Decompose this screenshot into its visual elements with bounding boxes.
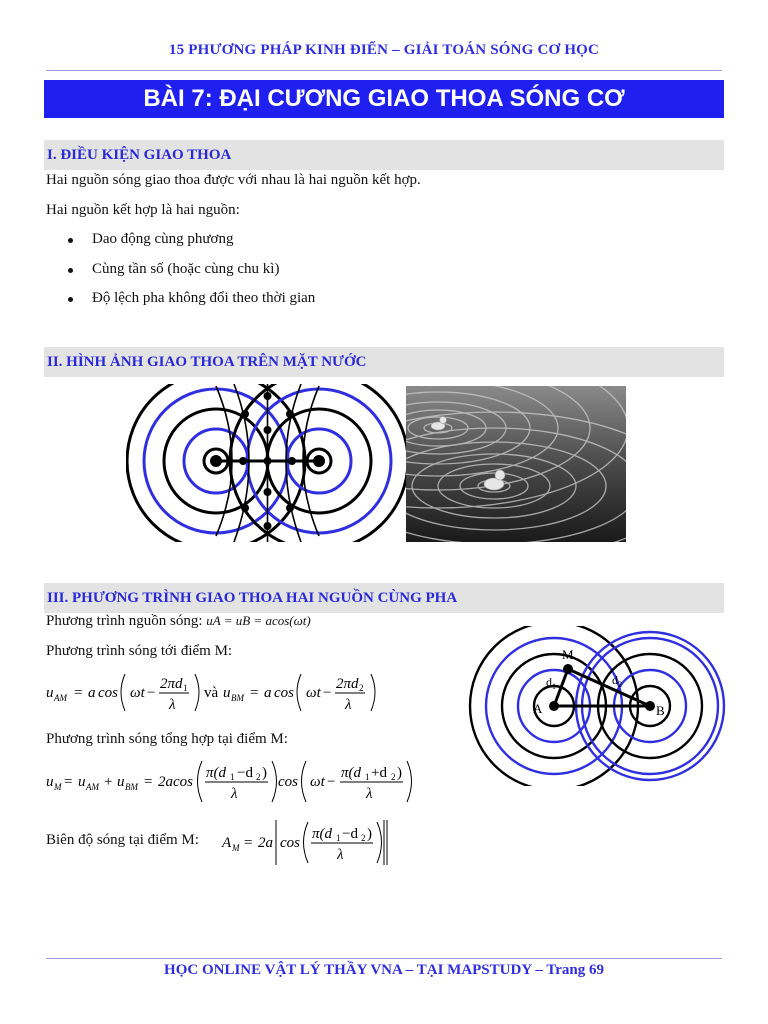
svg-text:−: −: [147, 685, 156, 701]
lesson-title: BÀI 7: ĐẠI CƯƠNG GIAO THOA SÓNG CƠ: [44, 80, 724, 118]
wave-equations-am-bm: [46, 666, 386, 718]
svg-text:λ: λ: [366, 786, 373, 802]
bullet-icon: [68, 268, 73, 273]
svg-text:2acos: 2acos: [158, 774, 193, 790]
svg-text:M: M: [232, 843, 240, 853]
svg-text:u: u: [223, 685, 231, 701]
svg-text:): ): [397, 765, 402, 781]
svg-text:π(d: π(d: [206, 765, 227, 781]
svg-text:AM: AM: [54, 693, 67, 703]
svg-text:−: −: [323, 685, 332, 701]
page-footer: HỌC ONLINE VẬT LÝ THẦY VNA – TẠI MAPSTUDY – Trang 69: [164, 962, 604, 978]
svg-text:λ: λ: [337, 847, 344, 863]
amplitude-label: Biên độ sóng tại điểm M:: [46, 832, 199, 848]
svg-text:1: 1: [230, 772, 235, 782]
svg-text:cos: cos: [278, 774, 298, 790]
svg-text:1: 1: [336, 833, 341, 843]
svg-text:): ): [262, 765, 267, 781]
svg-text:2πd: 2πd: [336, 676, 359, 692]
svg-text:M: M: [54, 782, 62, 792]
label-a: A: [533, 701, 543, 716]
svg-text:A: A: [222, 835, 232, 851]
svg-text:cos: cos: [280, 835, 300, 851]
svg-text:ωt: ωt: [306, 685, 321, 701]
svg-text:λ: λ: [231, 786, 238, 802]
svg-text:2a: 2a: [258, 835, 273, 851]
label-b: B: [656, 703, 665, 718]
running-header: 15 PHƯƠNG PHÁP KINH ĐIỂN – GIẢI TOÁN SÓNG CƠ HỌC: [168, 42, 600, 58]
svg-text:=: =: [74, 685, 83, 701]
svg-text:−d: −d: [237, 765, 253, 781]
svg-text:u: u: [117, 774, 125, 790]
svg-text:2: 2: [361, 833, 366, 843]
svg-text:và: và: [204, 685, 219, 701]
total-wave-label: Phương trình sóng tổng hợp tại điểm M:: [46, 731, 288, 747]
header-divider: [46, 70, 722, 71]
svg-text:λ: λ: [345, 697, 352, 713]
source-equation: uA = uB = acos(ωt): [206, 613, 311, 628]
label-d1: $d_1$: [546, 675, 556, 691]
amplitude-equation: [220, 816, 390, 868]
svg-text:π(d: π(d: [312, 826, 333, 842]
paragraph-coherent-sources: Hai nguồn sóng giao thoa được với nhau là hai nguồn kết hợp.: [46, 172, 421, 188]
svg-text:π(d: π(d: [341, 765, 362, 781]
total-wave-equation: [46, 755, 416, 807]
svg-text:+: +: [104, 774, 113, 790]
svg-text:u: u: [46, 685, 54, 701]
svg-text:−d: −d: [342, 826, 358, 842]
label-m: M: [562, 647, 574, 662]
bullet-icon: [68, 297, 73, 302]
svg-text:1: 1: [183, 683, 188, 693]
svg-text:BM: BM: [125, 782, 138, 792]
paragraph-coherent-definition: Hai nguồn kết hợp là hai nguồn:: [46, 202, 240, 218]
svg-text:ωt: ωt: [130, 685, 145, 701]
wave-at-m-label: Phương trình sóng tới điểm M:: [46, 643, 233, 659]
bullet-icon: [68, 238, 73, 243]
svg-text:cos: cos: [98, 685, 118, 701]
svg-text:a: a: [88, 685, 96, 701]
section-heading-conditions: I. ĐIỀU KIỆN GIAO THOA: [44, 140, 724, 170]
svg-text:cos: cos: [274, 685, 294, 701]
interference-circles-diagram: [126, 384, 414, 542]
svg-text:AM: AM: [86, 782, 99, 792]
svg-text:λ: λ: [169, 697, 176, 713]
footer-divider: [46, 958, 722, 959]
svg-text:=: =: [244, 835, 253, 851]
svg-text:ωt: ωt: [310, 774, 325, 790]
section-heading-interference-image: II. HÌNH ẢNH GIAO THOA TRÊN MẶT NƯỚC: [44, 347, 724, 377]
svg-text:2πd: 2πd: [160, 676, 183, 692]
svg-text:+d: +d: [371, 765, 387, 781]
svg-text:): ): [367, 826, 372, 842]
svg-text:2: 2: [359, 683, 364, 693]
svg-text:1: 1: [365, 772, 370, 782]
point-m-diagram: [466, 626, 726, 786]
svg-text:a: a: [264, 685, 272, 701]
svg-text:2: 2: [256, 772, 261, 782]
section-heading-equations: III. PHƯƠNG TRÌNH GIAO THOA HAI NGUỒN CÙNG PHA: [44, 583, 724, 613]
svg-text:u: u: [78, 774, 86, 790]
svg-text:BM: BM: [231, 693, 244, 703]
svg-text:=: =: [64, 774, 73, 790]
svg-text:=: =: [144, 774, 153, 790]
water-interference-photo: [406, 386, 626, 542]
svg-text:=: =: [250, 685, 259, 701]
svg-text:2: 2: [391, 772, 396, 782]
svg-text:−: −: [327, 774, 336, 790]
svg-text:u: u: [46, 774, 54, 790]
label-d2: $d_2$: [612, 673, 622, 689]
source-equation-line: Phương trình nguồn sóng: uA = uB = acos(ωt): [46, 613, 311, 629]
